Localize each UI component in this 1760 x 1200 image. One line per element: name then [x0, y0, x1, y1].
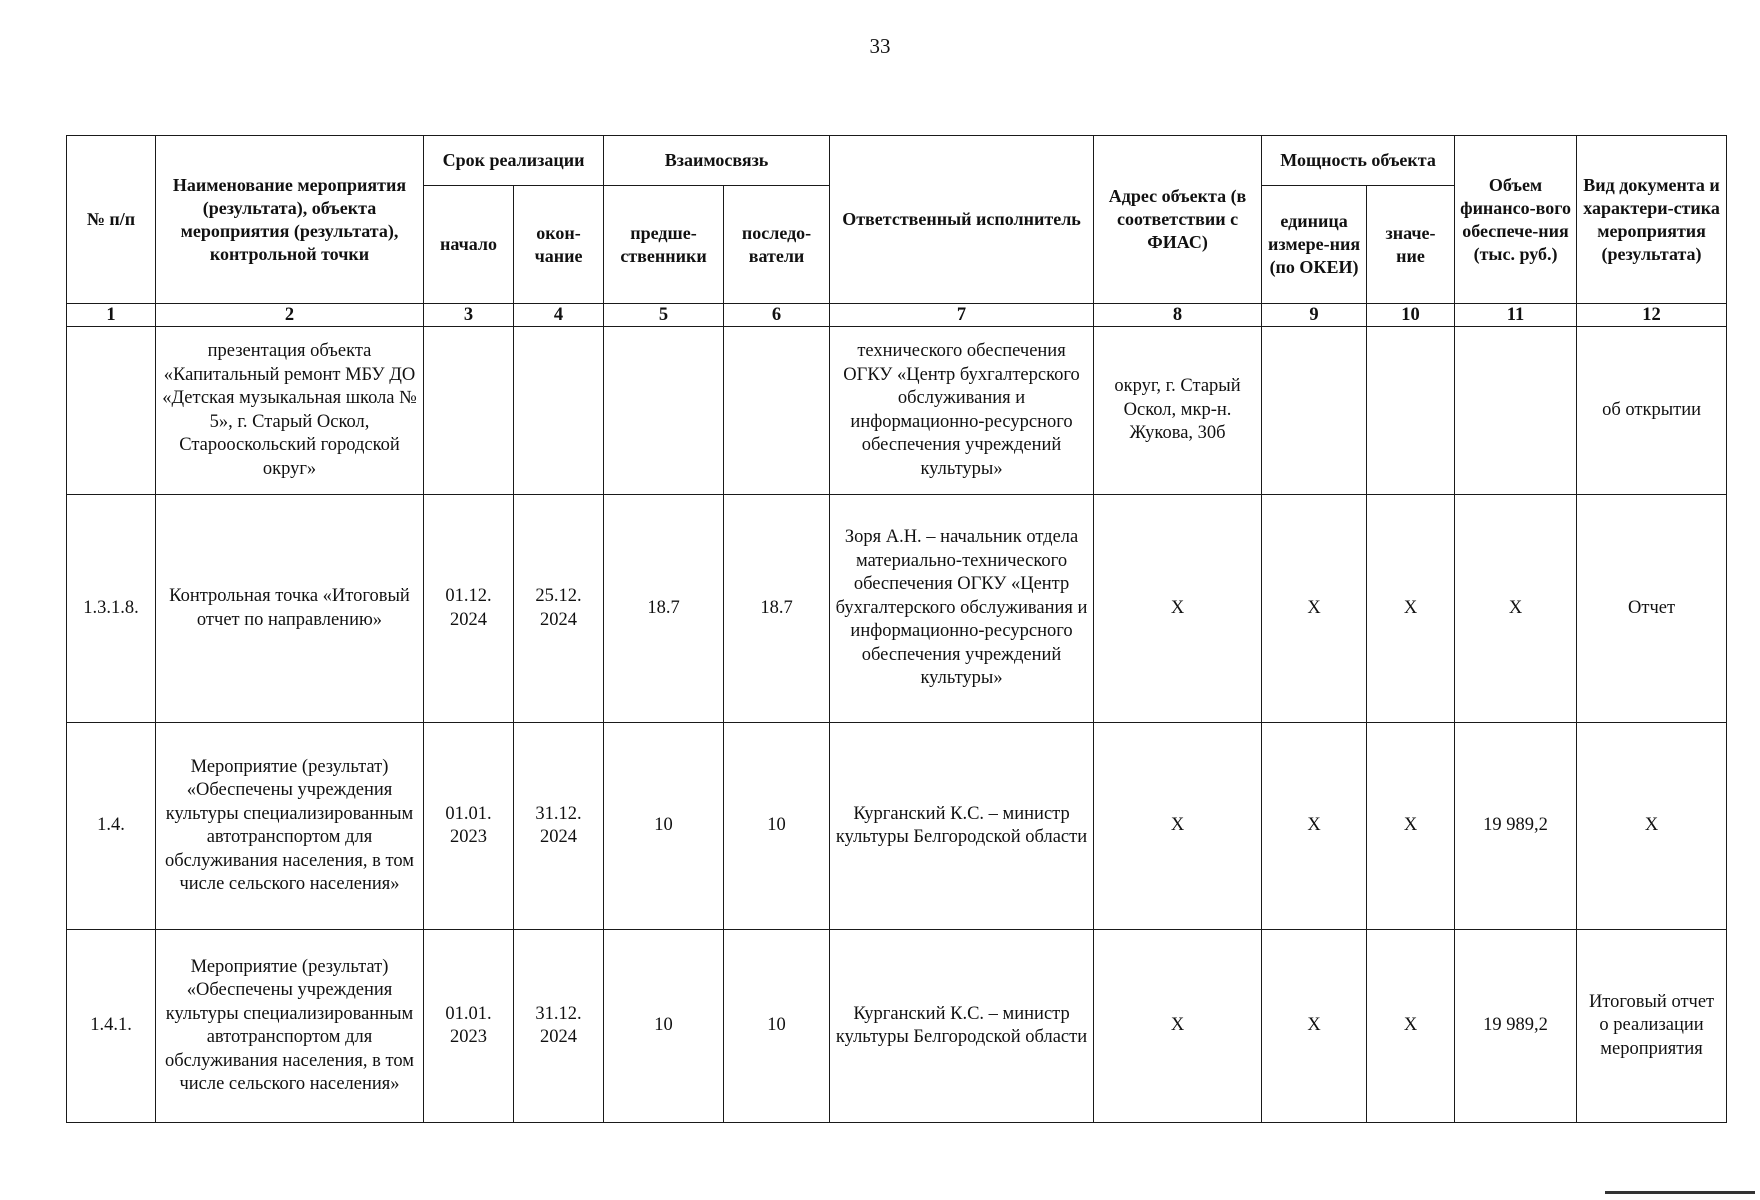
- row-end: 25.12. 2024: [514, 495, 604, 723]
- row-finance: [1455, 327, 1577, 495]
- header-responsible: Ответственный исполнитель: [830, 136, 1094, 304]
- row-address: Х: [1094, 930, 1262, 1123]
- row-next: [724, 327, 830, 495]
- row-value: Х: [1367, 495, 1455, 723]
- row-responsible: технического обеспечения ОГКУ «Центр бухгалтерского обслуживания и информационно-ресурсного обеспечения учреждений культуры»: [830, 327, 1094, 495]
- column-number: 4: [514, 304, 604, 327]
- header-link-group: Взаимосвязь: [604, 136, 830, 186]
- table-row: [67, 723, 1727, 930]
- row-unit: Х: [1262, 930, 1367, 1123]
- row-name: презентация объекта «Капитальный ремонт МБУ ДО «Детская музыкальная школа № 5», г. Старый Оскол, Старооскольский городской округ»: [156, 327, 424, 495]
- table-row: [67, 327, 1727, 495]
- column-number: 3: [424, 304, 514, 327]
- column-number: 9: [1262, 304, 1367, 327]
- row-unit: Х: [1262, 723, 1367, 930]
- row-responsible: Зоря А.Н. – начальник отдела материально-технического обеспечения ОГКУ «Центр бухгалтерского обслуживания и информационно-ресурсного обеспечения учреждений культуры»: [830, 495, 1094, 723]
- row-address: Х: [1094, 495, 1262, 723]
- row-doc: об открытии: [1577, 327, 1727, 495]
- row-name: Контрольная точка «Итоговый отчет по направлению»: [156, 495, 424, 723]
- row-start: 01.12. 2024: [424, 495, 514, 723]
- column-number: 1: [67, 304, 156, 327]
- header-name: Наименование мероприятия (результата), объекта мероприятия (результата), контрольной точки: [156, 136, 424, 304]
- row-responsible: Курганский К.С. – министр культуры Белгородской области: [830, 723, 1094, 930]
- header-link-prev: предше-ственники: [604, 186, 724, 304]
- column-number: 12: [1577, 304, 1727, 327]
- row-doc: Итоговый отчет о реализации мероприятия: [1577, 930, 1727, 1123]
- column-number: 6: [724, 304, 830, 327]
- header-capacity-unit: единица измере-ния (по ОКЕИ): [1262, 186, 1367, 304]
- row-end: 31.12. 2024: [514, 930, 604, 1123]
- row-doc: Х: [1577, 723, 1727, 930]
- bottom-rule: [1605, 1191, 1755, 1194]
- table-row: [67, 495, 1727, 723]
- row-responsible: Курганский К.С. – министр культуры Белгородской области: [830, 930, 1094, 1123]
- row-finance: Х: [1455, 495, 1577, 723]
- row-name: Мероприятие (результат) «Обеспечены учреждения культуры специализированным автотранспортом для обслуживания населения, в том числе сельского населения»: [156, 723, 424, 930]
- header-term-end: окон-чание: [514, 186, 604, 304]
- activity-plan-table: [66, 135, 1727, 1123]
- row-address: округ, г. Старый Оскол, мкр-н. Жукова, 30б: [1094, 327, 1262, 495]
- header-term-group: Срок реализации: [424, 136, 604, 186]
- header-doc: Вид документа и характери-стика мероприятия (результата): [1577, 136, 1727, 304]
- table-row: [67, 930, 1727, 1123]
- column-number: 5: [604, 304, 724, 327]
- row-value: Х: [1367, 930, 1455, 1123]
- row-unit: [1262, 327, 1367, 495]
- row-address: Х: [1094, 723, 1262, 930]
- header-row-1: [67, 136, 1727, 186]
- row-start: [424, 327, 514, 495]
- row-next: 10: [724, 723, 830, 930]
- row-doc: Отчет: [1577, 495, 1727, 723]
- column-number-row: [67, 304, 1727, 327]
- row-prev: [604, 327, 724, 495]
- header-capacity-value: значе-ние: [1367, 186, 1455, 304]
- header-num: № п/п: [67, 136, 156, 304]
- column-number: 11: [1455, 304, 1577, 327]
- row-num: 1.4.1.: [67, 930, 156, 1123]
- header-term-start: начало: [424, 186, 514, 304]
- row-end: 31.12. 2024: [514, 723, 604, 930]
- row-unit: Х: [1262, 495, 1367, 723]
- row-next: 10: [724, 930, 830, 1123]
- header-address: Адрес объекта (в соответствии с ФИАС): [1094, 136, 1262, 304]
- row-prev: 10: [604, 930, 724, 1123]
- row-name: Мероприятие (результат) «Обеспечены учреждения культуры специализированным автотранспортом для обслуживания населения, в том числе сельского населения»: [156, 930, 424, 1123]
- header-link-next: последо-ватели: [724, 186, 830, 304]
- row-num: [67, 327, 156, 495]
- row-value: [1367, 327, 1455, 495]
- page-number: 33: [869, 34, 891, 58]
- row-prev: 10: [604, 723, 724, 930]
- column-number: 10: [1367, 304, 1455, 327]
- row-prev: 18.7: [604, 495, 724, 723]
- row-num: 1.3.1.8.: [67, 495, 156, 723]
- header-finance: Объем финансо-вого обеспече-ния (тыс. руб.): [1455, 136, 1577, 304]
- row-finance: 19 989,2: [1455, 723, 1577, 930]
- row-end: [514, 327, 604, 495]
- row-num: 1.4.: [67, 723, 156, 930]
- row-finance: 19 989,2: [1455, 930, 1577, 1123]
- column-number: 2: [156, 304, 424, 327]
- row-next: 18.7: [724, 495, 830, 723]
- column-number: 8: [1094, 304, 1262, 327]
- row-value: Х: [1367, 723, 1455, 930]
- header-capacity-group: Мощность объекта: [1262, 136, 1455, 186]
- row-start: 01.01. 2023: [424, 930, 514, 1123]
- column-number: 7: [830, 304, 1094, 327]
- row-start: 01.01. 2023: [424, 723, 514, 930]
